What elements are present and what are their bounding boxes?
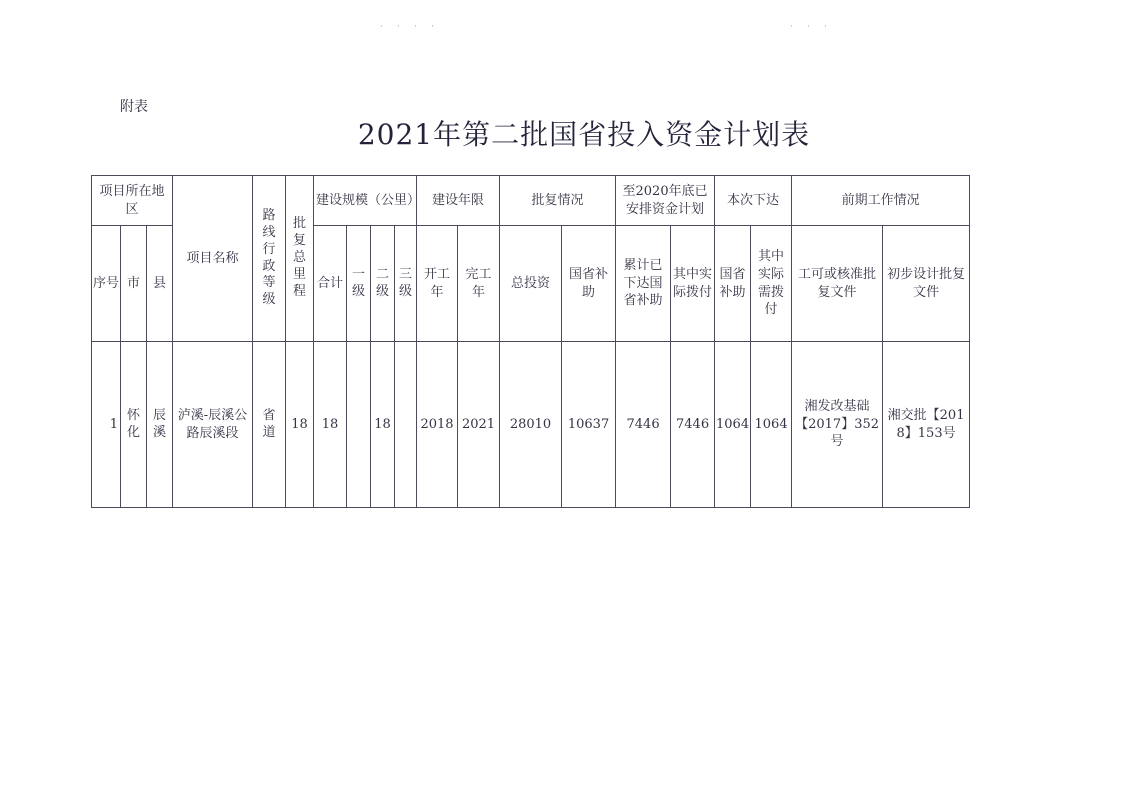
cell-route-level: 省道 [253, 342, 286, 508]
subheader-city: 市 [121, 226, 147, 342]
header-project-name: 项目名称 [173, 176, 253, 342]
header-this-issuance: 本次下达 [715, 176, 792, 226]
scan-artifact: · · · · [380, 22, 440, 31]
cell-scale-grade2: 18 [371, 342, 395, 508]
cell-county: 辰溪 [147, 342, 173, 508]
subheader-seq: 序号 [92, 226, 121, 342]
cell-start-year: 2018 [417, 342, 458, 508]
cell-seq: 1 [92, 342, 121, 508]
cell-actual-disbursed: 7446 [671, 342, 715, 508]
header-approval-status: 批复情况 [500, 176, 616, 226]
cell-end-year: 2021 [458, 342, 500, 508]
cell-this-actual-needed: 1064 [751, 342, 792, 508]
cell-approved-length: 18 [286, 342, 314, 508]
header-arranged-2020: 至2020年底已安排资金计划 [616, 176, 715, 226]
subheader-total-investment: 总投资 [500, 226, 562, 342]
header-construction-scale: 建设规模（公里） [314, 176, 417, 226]
header-location: 项目所在地区 [92, 176, 173, 226]
document-title: 2021年第二批国省投入资金计划表 [357, 118, 811, 151]
subheader-cumulative-issued: 累计已下达国省补助 [616, 226, 671, 342]
scan-artifact: · · · [790, 22, 833, 31]
cell-cumulative-issued: 7446 [616, 342, 671, 508]
subheader-grade2: 二级 [371, 226, 395, 342]
subheader-feasibility-doc: 工可或核准批复文件 [792, 226, 883, 342]
subheader-grade3: 三级 [395, 226, 417, 342]
header-route-level: 路线行政等级 [253, 176, 286, 342]
header-construction-period: 建设年限 [417, 176, 500, 226]
funding-plan-table [91, 175, 970, 508]
cell-scale-total: 18 [314, 342, 347, 508]
subheader-actual-disbursed: 其中实际拨付 [671, 226, 715, 342]
subheader-design-doc: 初步设计批复文件 [883, 226, 970, 342]
table-row [92, 342, 970, 508]
header-approved-length: 批复总里程 [286, 176, 314, 342]
cell-scale-grade1 [347, 342, 371, 508]
cell-city: 怀化 [121, 342, 147, 508]
cell-feasibility-doc: 湘发改基础【2017】352号 [792, 342, 883, 508]
header-preliminary-work: 前期工作情况 [792, 176, 970, 226]
cell-design-doc: 湘交批【2018】153号 [883, 342, 970, 508]
subheader-county: 县 [147, 226, 173, 342]
cell-project-name: 泸溪-辰溪公路辰溪段 [173, 342, 253, 508]
cell-total-investment: 28010 [500, 342, 562, 508]
cell-this-subsidy: 1064 [715, 342, 751, 508]
header-row-groups [92, 176, 970, 226]
subheader-grade1: 一级 [347, 226, 371, 342]
subheader-start-year: 开工年 [417, 226, 458, 342]
subheader-actual-needed: 其中实际需拨付 [751, 226, 792, 342]
attachment-label: 附表 [120, 99, 148, 115]
subheader-subsidy: 国省补助 [562, 226, 616, 342]
subheader-total: 合计 [314, 226, 347, 342]
cell-scale-grade3 [395, 342, 417, 508]
cell-subsidy: 10637 [562, 342, 616, 508]
subheader-end-year: 完工年 [458, 226, 500, 342]
subheader-this-subsidy: 国省补助 [715, 226, 751, 342]
